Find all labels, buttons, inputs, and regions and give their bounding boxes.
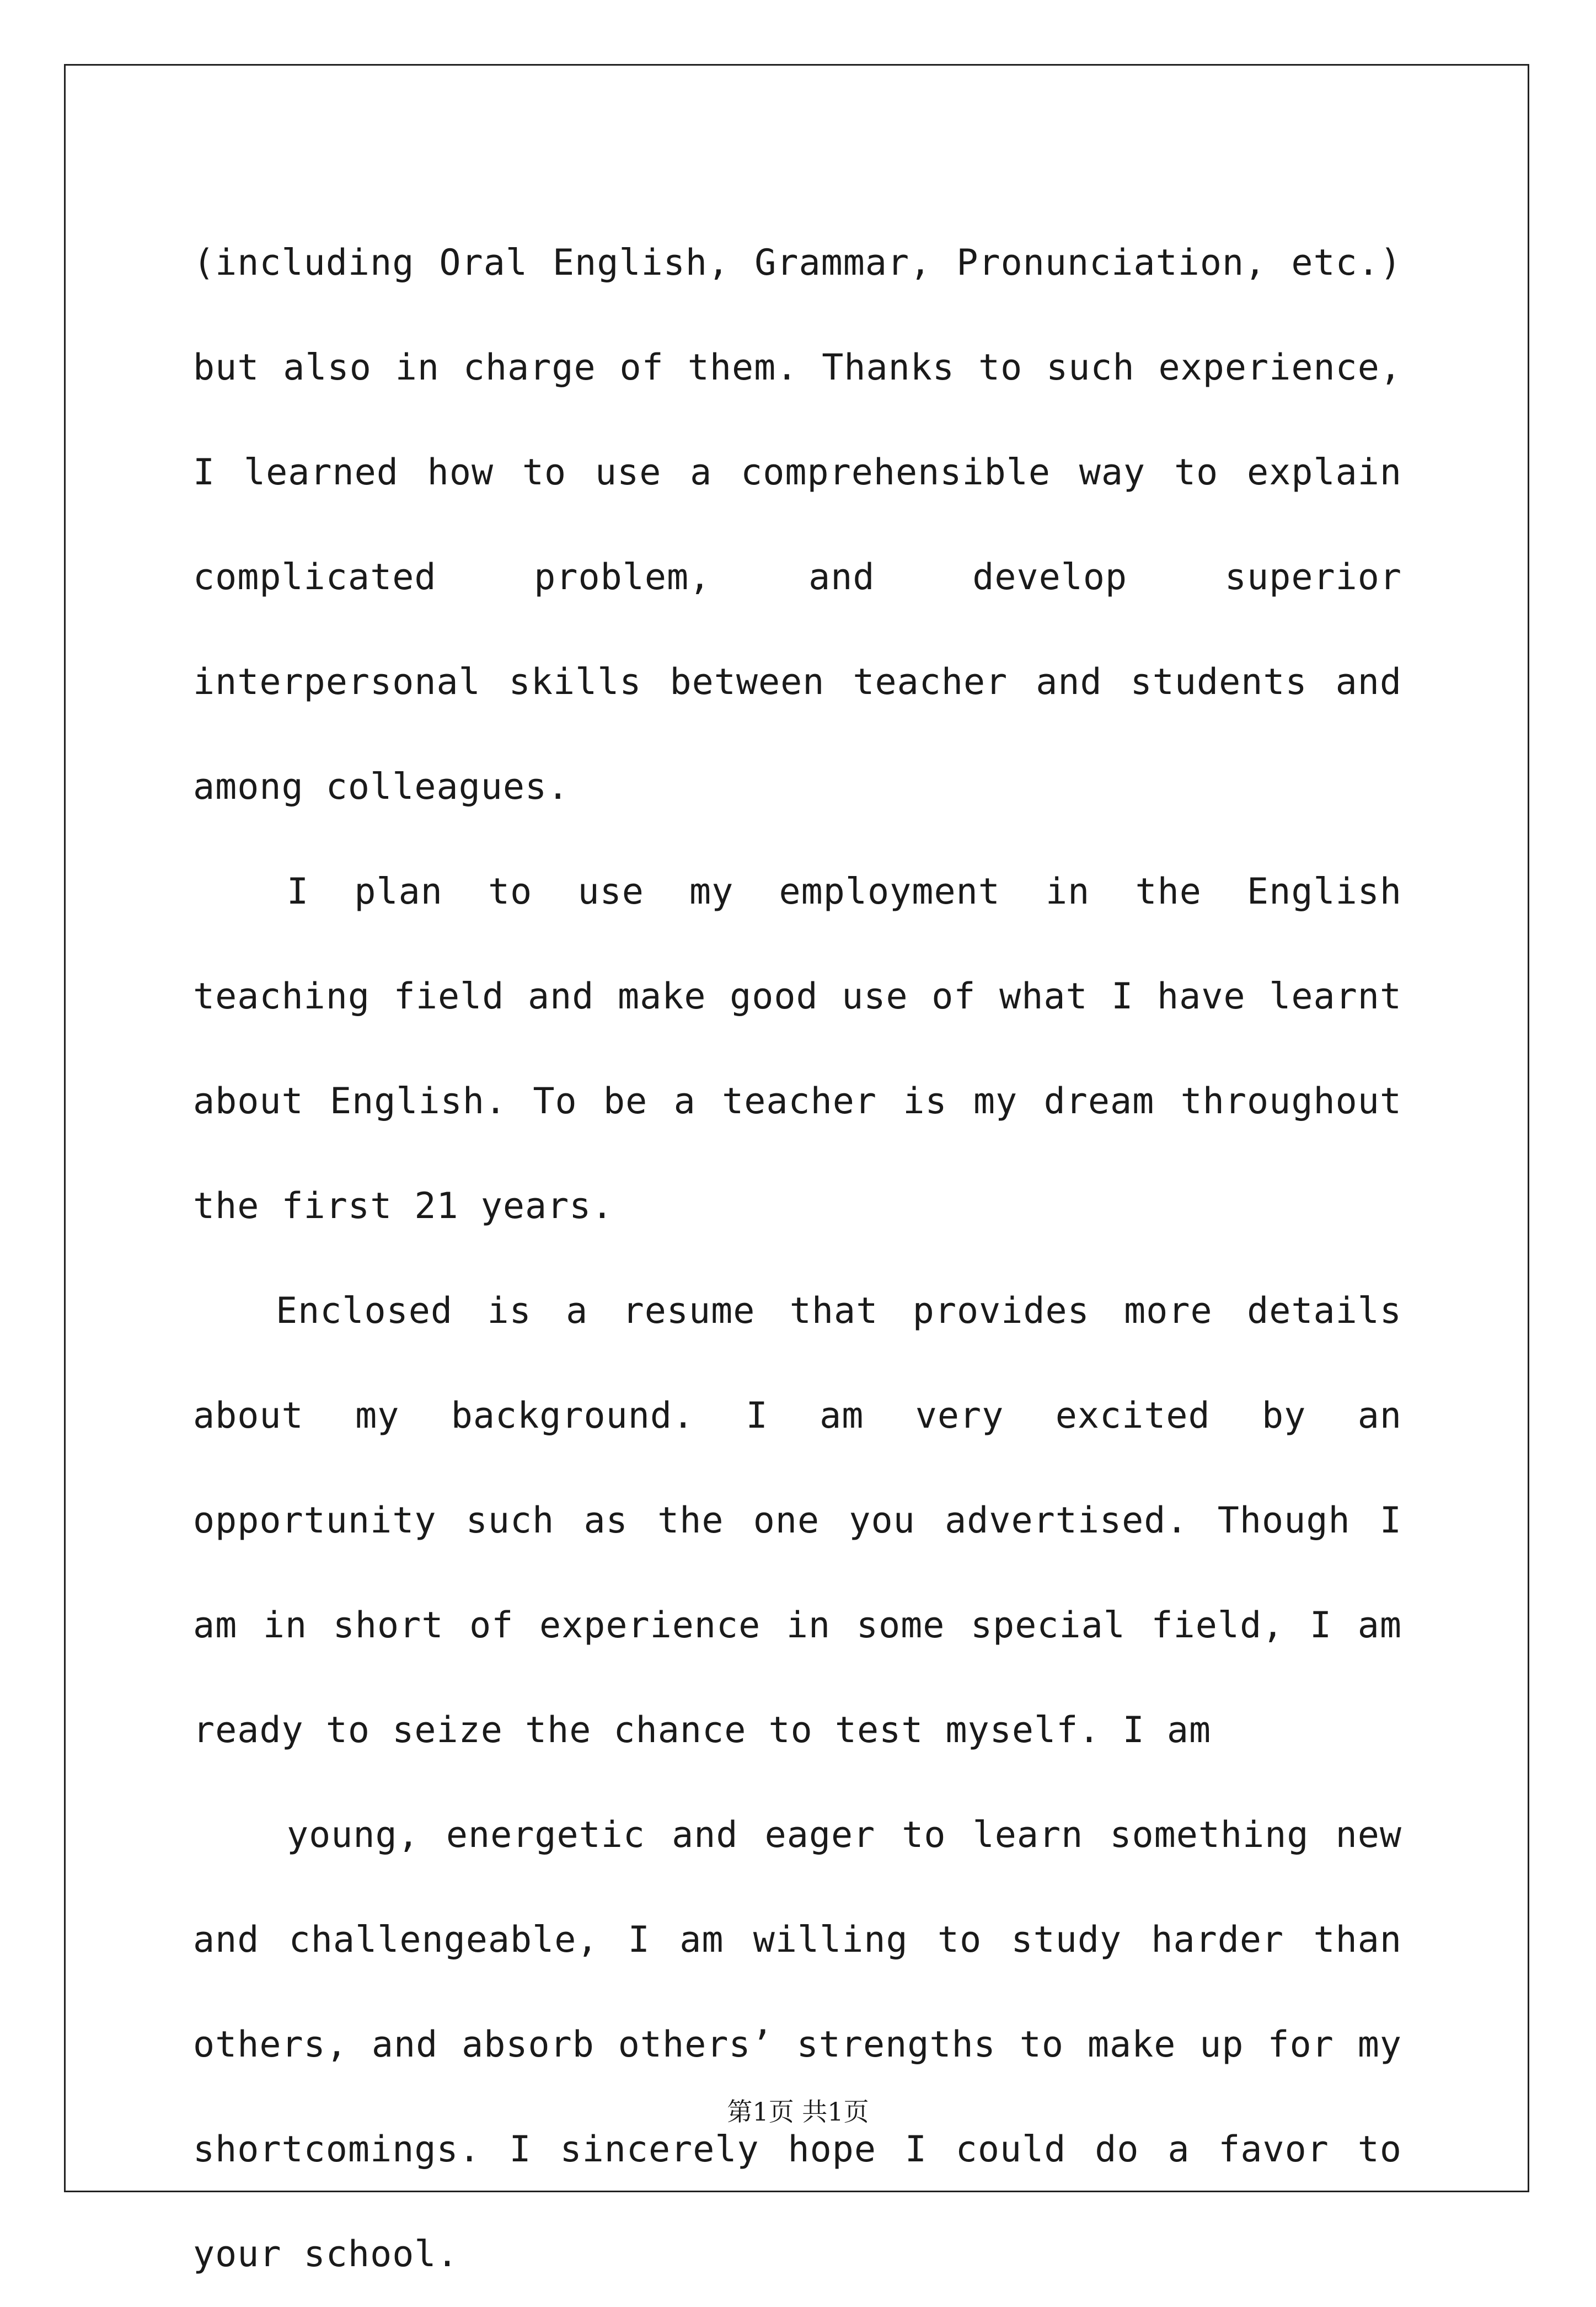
paragraph-4: young, energetic and eager to learn something new and challengeable, I am willing to study harder than others, and absorb others’ strengths to make up for my shortcomings. I sincerely hope I could do a favor to your school. xyxy=(193,1814,1402,2275)
paragraph-3: Enclosed is a resume that provides more details about my background. I am very excited by an opportunity such as the one you advertised. Though I am in short of experience in some special field, I am ready to seize the chance to test myself. I am xyxy=(193,1290,1402,1751)
page-number-footer: 第1页 共1页 xyxy=(727,2097,869,2127)
paragraph-2: I plan to use my employment in the English teaching field and make good use of what I have learnt about English. To be a teacher is my dream throughout the first 21 years. xyxy=(193,871,1402,1227)
paragraph-1: (including Oral English, Grammar, Pronunciation, etc.) but also in charge of them. Thanks to such experience, I learned how to use a comprehensible way to explain complicated problem, and develop superior interpersonal skills between teacher and students and among colleagues. xyxy=(193,242,1402,808)
document-body xyxy=(193,211,1402,2307)
